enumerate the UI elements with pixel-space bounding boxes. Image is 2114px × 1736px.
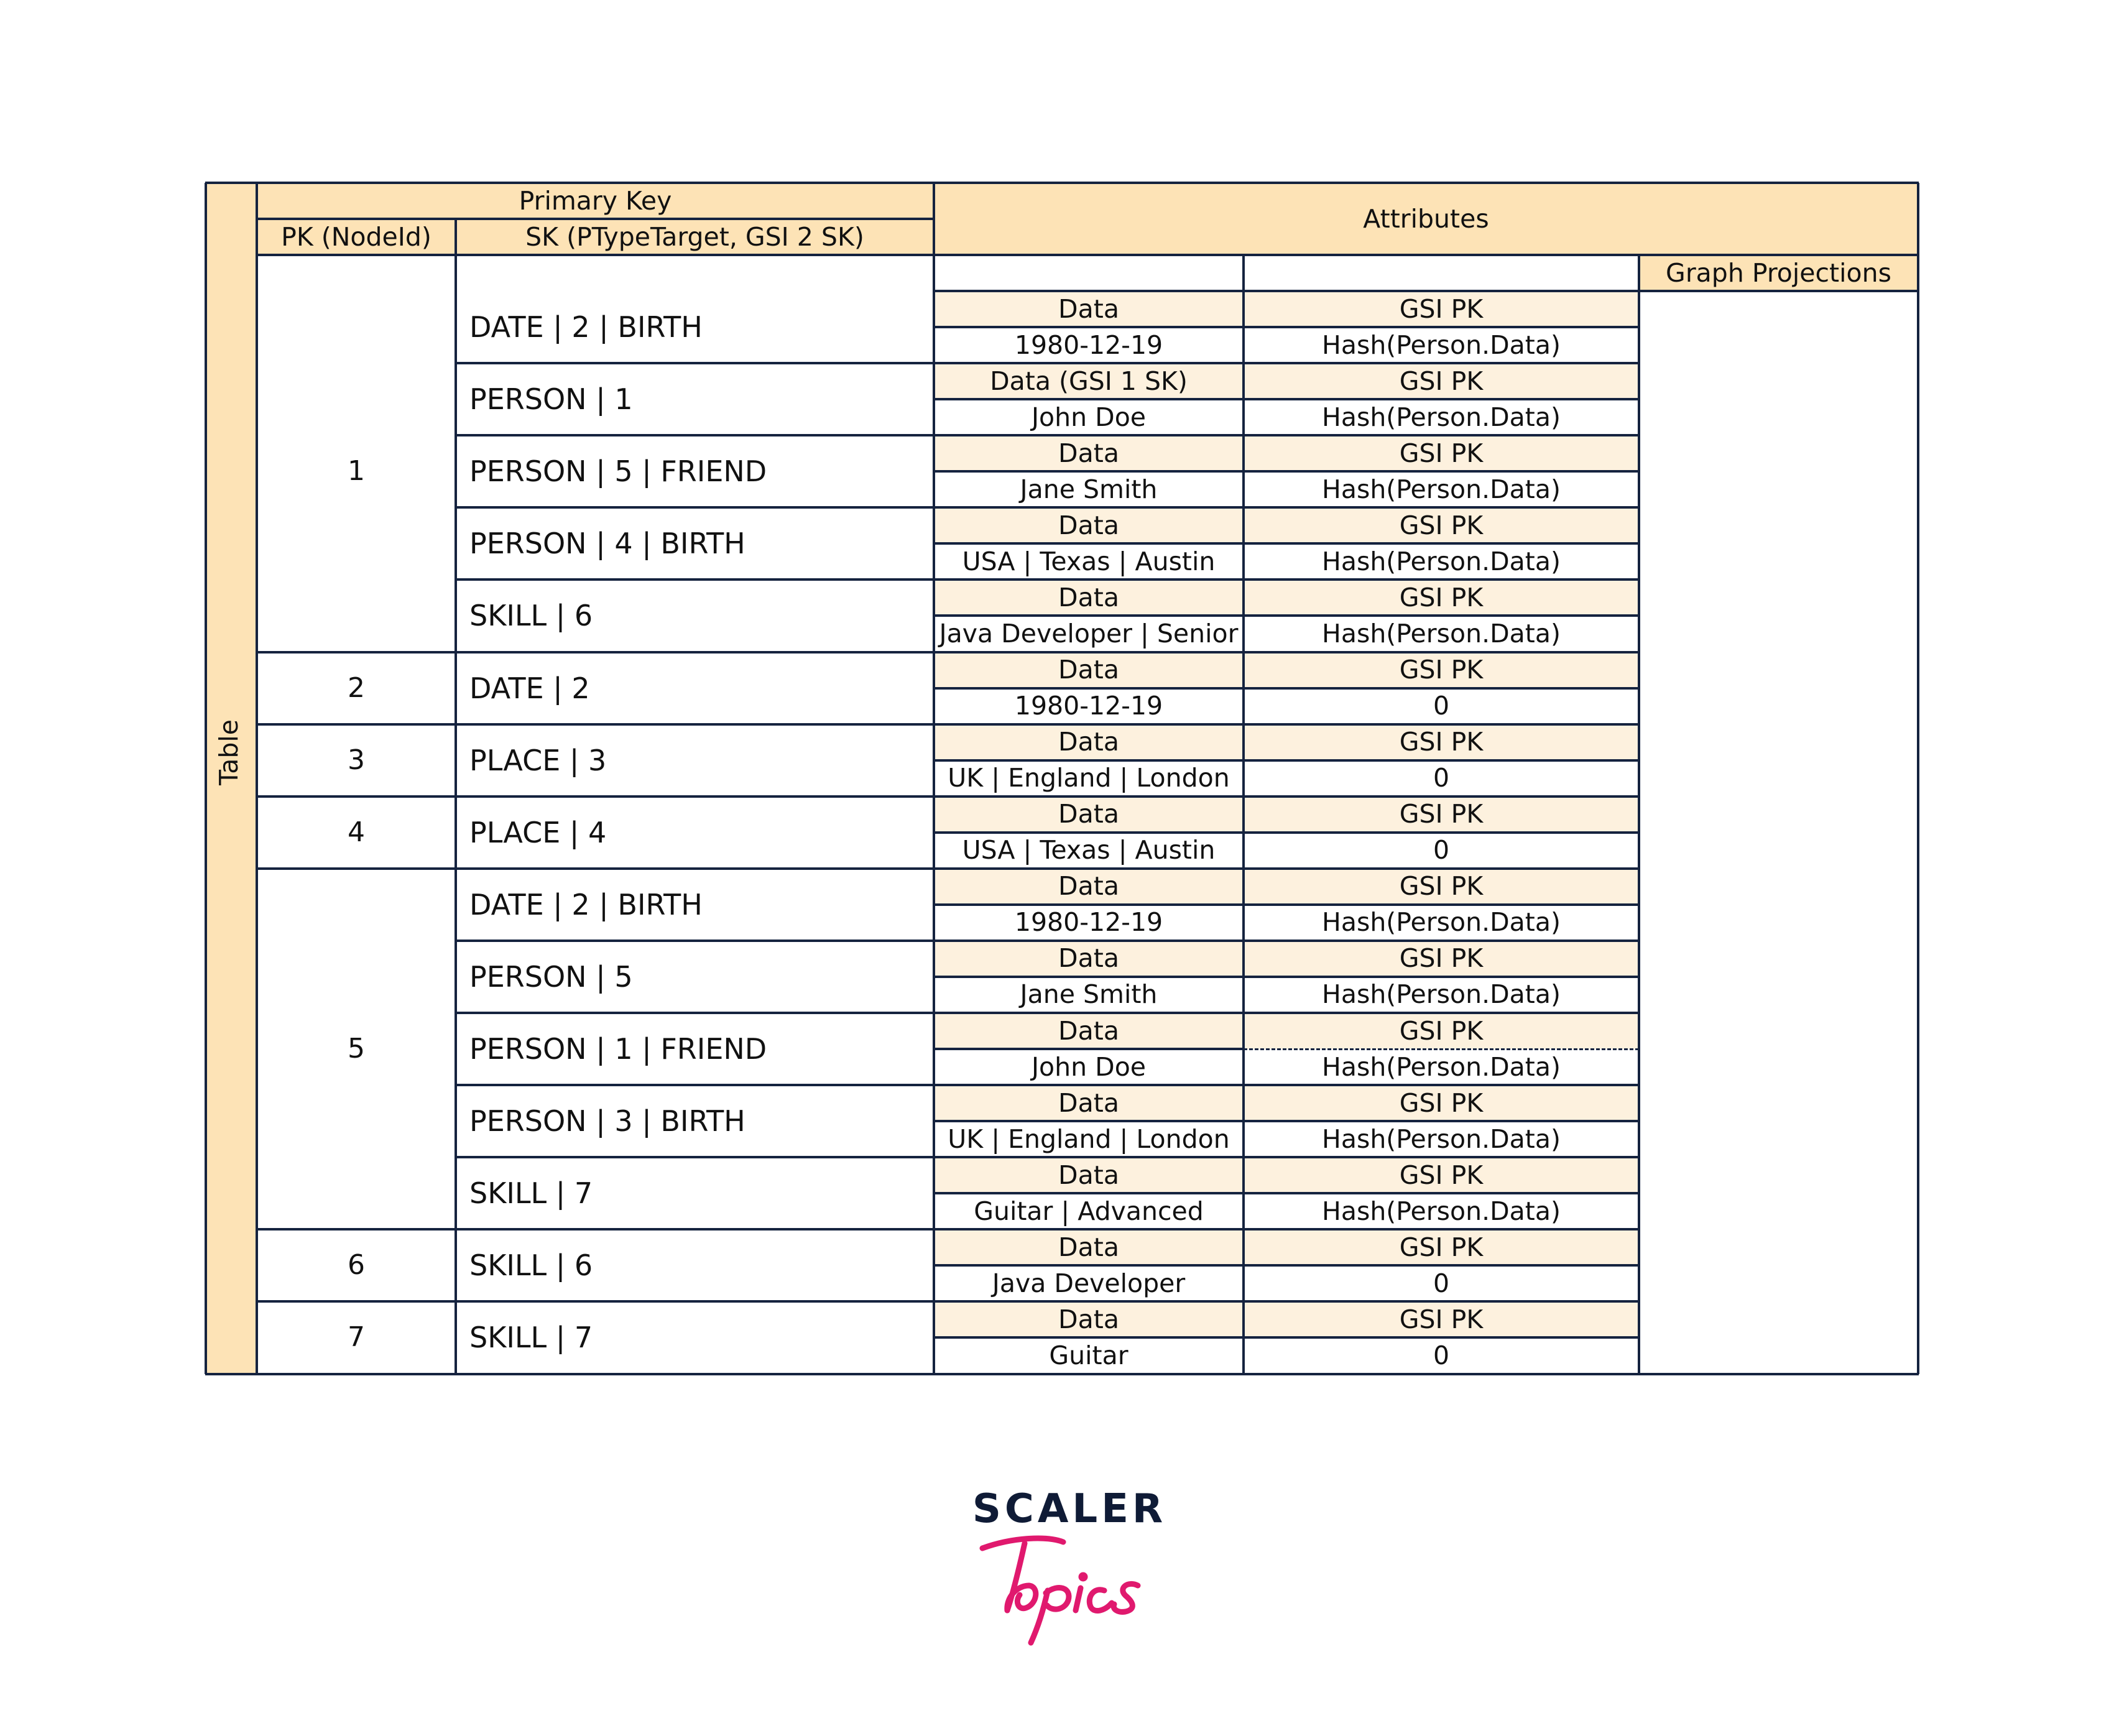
grid-line bbox=[934, 470, 1639, 473]
gsi-pk-label: GSI PK bbox=[1244, 652, 1639, 688]
grid-line bbox=[456, 1300, 1639, 1303]
gsi-pk-label: GSI PK bbox=[1244, 796, 1639, 833]
attribute-label: Data bbox=[934, 435, 1244, 471]
grid-line bbox=[934, 1336, 1639, 1339]
attribute-value: Java Developer bbox=[934, 1265, 1244, 1301]
gsi-pk-value: Hash(Person.Data) bbox=[1244, 905, 1639, 941]
gsi-pk-label: GSI PK bbox=[1244, 869, 1639, 905]
attribute-label: Data bbox=[934, 1157, 1244, 1193]
gsi-pk-label: GSI PK bbox=[1244, 507, 1639, 543]
sk-cell: PERSON | 5 | FRIEND bbox=[456, 435, 934, 507]
pk-cell: 1 bbox=[257, 291, 456, 652]
logo-brand-text: SCALER bbox=[972, 1486, 1167, 1532]
graph-projections-area bbox=[1639, 291, 1918, 1374]
grid-line bbox=[257, 254, 1918, 256]
attribute-label: Data bbox=[934, 1013, 1244, 1049]
table-side-label bbox=[210, 678, 247, 827]
pk-cell: 6 bbox=[257, 1229, 456, 1301]
gsi-pk-label: GSI PK bbox=[1244, 291, 1639, 327]
grid-line bbox=[934, 687, 1639, 690]
gsi-pk-value: 0 bbox=[1244, 1265, 1639, 1301]
grid-line bbox=[1917, 183, 1919, 1374]
pk-cell: 7 bbox=[257, 1301, 456, 1374]
grid-line bbox=[257, 218, 934, 220]
gsi-pk-value: Hash(Person.Data) bbox=[1244, 471, 1639, 507]
grid-line bbox=[934, 1264, 1639, 1267]
gsi-pk-label: GSI PK bbox=[1244, 579, 1639, 616]
attribute-value: Jane Smith bbox=[934, 471, 1244, 507]
dashed-separator bbox=[1244, 1048, 1639, 1050]
attribute-label: Data bbox=[934, 291, 1244, 327]
grid-line bbox=[205, 182, 1919, 184]
gsi-pk-value: 0 bbox=[1244, 760, 1639, 796]
grid-line bbox=[934, 831, 1639, 834]
grid-line bbox=[934, 1192, 1639, 1194]
attribute-value: 1980-12-19 bbox=[934, 688, 1244, 724]
scaler-topics-logo bbox=[970, 1486, 1169, 1648]
grid-line bbox=[934, 398, 1639, 400]
attribute-value: USA | Texas | Austin bbox=[934, 543, 1244, 579]
attribute-label: Data bbox=[934, 796, 1244, 833]
gsi-pk-label: GSI PK bbox=[1244, 435, 1639, 471]
attribute-label: Data bbox=[934, 1085, 1244, 1121]
primary-key-header: Primary Key bbox=[257, 183, 934, 219]
pk-cell: 2 bbox=[257, 652, 456, 724]
attributes-header: Attributes bbox=[934, 183, 1918, 255]
grid-line bbox=[1638, 255, 1640, 1374]
sk-cell: PERSON | 1 bbox=[456, 363, 934, 435]
gsi-pk-label: GSI PK bbox=[1244, 1085, 1639, 1121]
sk-cell: PERSON | 1 | FRIEND bbox=[456, 1013, 934, 1085]
pk-cell: 5 bbox=[257, 869, 456, 1230]
grid-line bbox=[256, 183, 258, 1374]
attribute-label: Data bbox=[934, 507, 1244, 543]
grid-line bbox=[205, 183, 207, 1374]
sk-cell: PLACE | 4 bbox=[456, 796, 934, 869]
gsi-pk-value: Hash(Person.Data) bbox=[1244, 543, 1639, 579]
grid-line bbox=[934, 614, 1639, 617]
sk-cell: SKILL | 7 bbox=[456, 1157, 934, 1229]
gsi-pk-value: Hash(Person.Data) bbox=[1244, 399, 1639, 435]
sk-cell: PLACE | 3 bbox=[456, 724, 934, 796]
graph-projections-header: Graph Projections bbox=[1639, 255, 1918, 291]
attribute-value: John Doe bbox=[934, 399, 1244, 435]
gsi-pk-value: 0 bbox=[1244, 833, 1639, 869]
grid-line bbox=[456, 362, 1639, 364]
sk-cell: DATE | 2 bbox=[456, 652, 934, 724]
gsi-pk-label: GSI PK bbox=[1244, 1013, 1639, 1049]
gsi-pk-value: Hash(Person.Data) bbox=[1244, 1121, 1639, 1157]
logo-script-image bbox=[970, 1523, 1169, 1648]
grid-line bbox=[934, 1120, 1639, 1122]
grid-line bbox=[456, 940, 1639, 942]
attribute-value: Guitar | Advanced bbox=[934, 1193, 1244, 1229]
grid-line bbox=[456, 867, 1639, 870]
gsi-pk-value: 0 bbox=[1244, 688, 1639, 724]
grid-line bbox=[456, 506, 1639, 509]
grid-line bbox=[456, 1012, 1639, 1014]
grid-line bbox=[456, 1228, 1639, 1230]
pk-cell: 4 bbox=[257, 796, 456, 869]
gsi-pk-value: Hash(Person.Data) bbox=[1244, 1049, 1639, 1085]
sk-cell: PERSON | 5 bbox=[456, 941, 934, 1013]
attribute-label: Data bbox=[934, 579, 1244, 616]
grid-line bbox=[934, 542, 1639, 545]
grid-line bbox=[934, 290, 1918, 292]
attribute-value: UK | England | London bbox=[934, 1121, 1244, 1157]
grid-line bbox=[456, 795, 1639, 798]
gsi-pk-label: GSI PK bbox=[1244, 941, 1639, 977]
gsi-pk-value: 0 bbox=[1244, 1337, 1639, 1374]
sk-header: SK (PTypeTarget, GSI 2 SK) bbox=[456, 219, 934, 255]
grid-line bbox=[934, 759, 1639, 762]
gsi-pk-label: GSI PK bbox=[1244, 1301, 1639, 1337]
attribute-value: Jane Smith bbox=[934, 977, 1244, 1013]
table-side-label-text: Table bbox=[214, 719, 244, 786]
sk-cell: SKILL | 6 bbox=[456, 1229, 934, 1301]
grid-line bbox=[934, 976, 1639, 978]
gsi-pk-value: Hash(Person.Data) bbox=[1244, 1193, 1639, 1229]
grid-line bbox=[1242, 255, 1245, 1374]
gsi-pk-label: GSI PK bbox=[1244, 363, 1639, 399]
attribute-value: Java Developer | Senior bbox=[934, 616, 1244, 652]
grid-line bbox=[934, 1048, 1244, 1050]
gsi-pk-value: Hash(Person.Data) bbox=[1244, 977, 1639, 1013]
gsi-pk-label: GSI PK bbox=[1244, 1229, 1639, 1265]
sk-cell: SKILL | 7 bbox=[456, 1301, 934, 1374]
sk-cell: DATE | 2 | BIRTH bbox=[456, 869, 934, 941]
attribute-label: Data bbox=[934, 1301, 1244, 1337]
grid-line bbox=[456, 1156, 1639, 1158]
gsi-pk-label: GSI PK bbox=[1244, 724, 1639, 760]
sk-cell: PERSON | 3 | BIRTH bbox=[456, 1085, 934, 1157]
attribute-label: Data bbox=[934, 1229, 1244, 1265]
attribute-value: UK | England | London bbox=[934, 760, 1244, 796]
attribute-value: 1980-12-19 bbox=[934, 327, 1244, 363]
attribute-label: Data bbox=[934, 652, 1244, 688]
pk-header: PK (NodeId) bbox=[257, 219, 456, 255]
pk-cell: 3 bbox=[257, 724, 456, 796]
attribute-value: 1980-12-19 bbox=[934, 905, 1244, 941]
gsi-pk-label: GSI PK bbox=[1244, 1157, 1639, 1193]
grid-line bbox=[456, 578, 1639, 581]
grid-line bbox=[934, 903, 1639, 906]
attribute-label: Data (GSI 1 SK) bbox=[934, 363, 1244, 399]
gsi-pk-value: Hash(Person.Data) bbox=[1244, 327, 1639, 363]
dashed-separator bbox=[1244, 1084, 1639, 1086]
attribute-value: Guitar bbox=[934, 1337, 1244, 1374]
attribute-label: Data bbox=[934, 869, 1244, 905]
sk-cell: SKILL | 6 bbox=[456, 579, 934, 652]
sk-cell: DATE | 2 | BIRTH bbox=[456, 291, 934, 363]
grid-line bbox=[456, 434, 1639, 436]
grid-line bbox=[934, 326, 1639, 328]
grid-line bbox=[205, 1373, 1919, 1375]
gsi-pk-value: Hash(Person.Data) bbox=[1244, 616, 1639, 652]
attribute-label: Data bbox=[934, 941, 1244, 977]
attribute-value: USA | Texas | Austin bbox=[934, 833, 1244, 869]
grid-line bbox=[456, 723, 1639, 726]
attribute-label: Data bbox=[934, 724, 1244, 760]
sk-cell: PERSON | 4 | BIRTH bbox=[456, 507, 934, 579]
grid-line bbox=[456, 651, 1639, 653]
attribute-value: John Doe bbox=[934, 1049, 1244, 1085]
